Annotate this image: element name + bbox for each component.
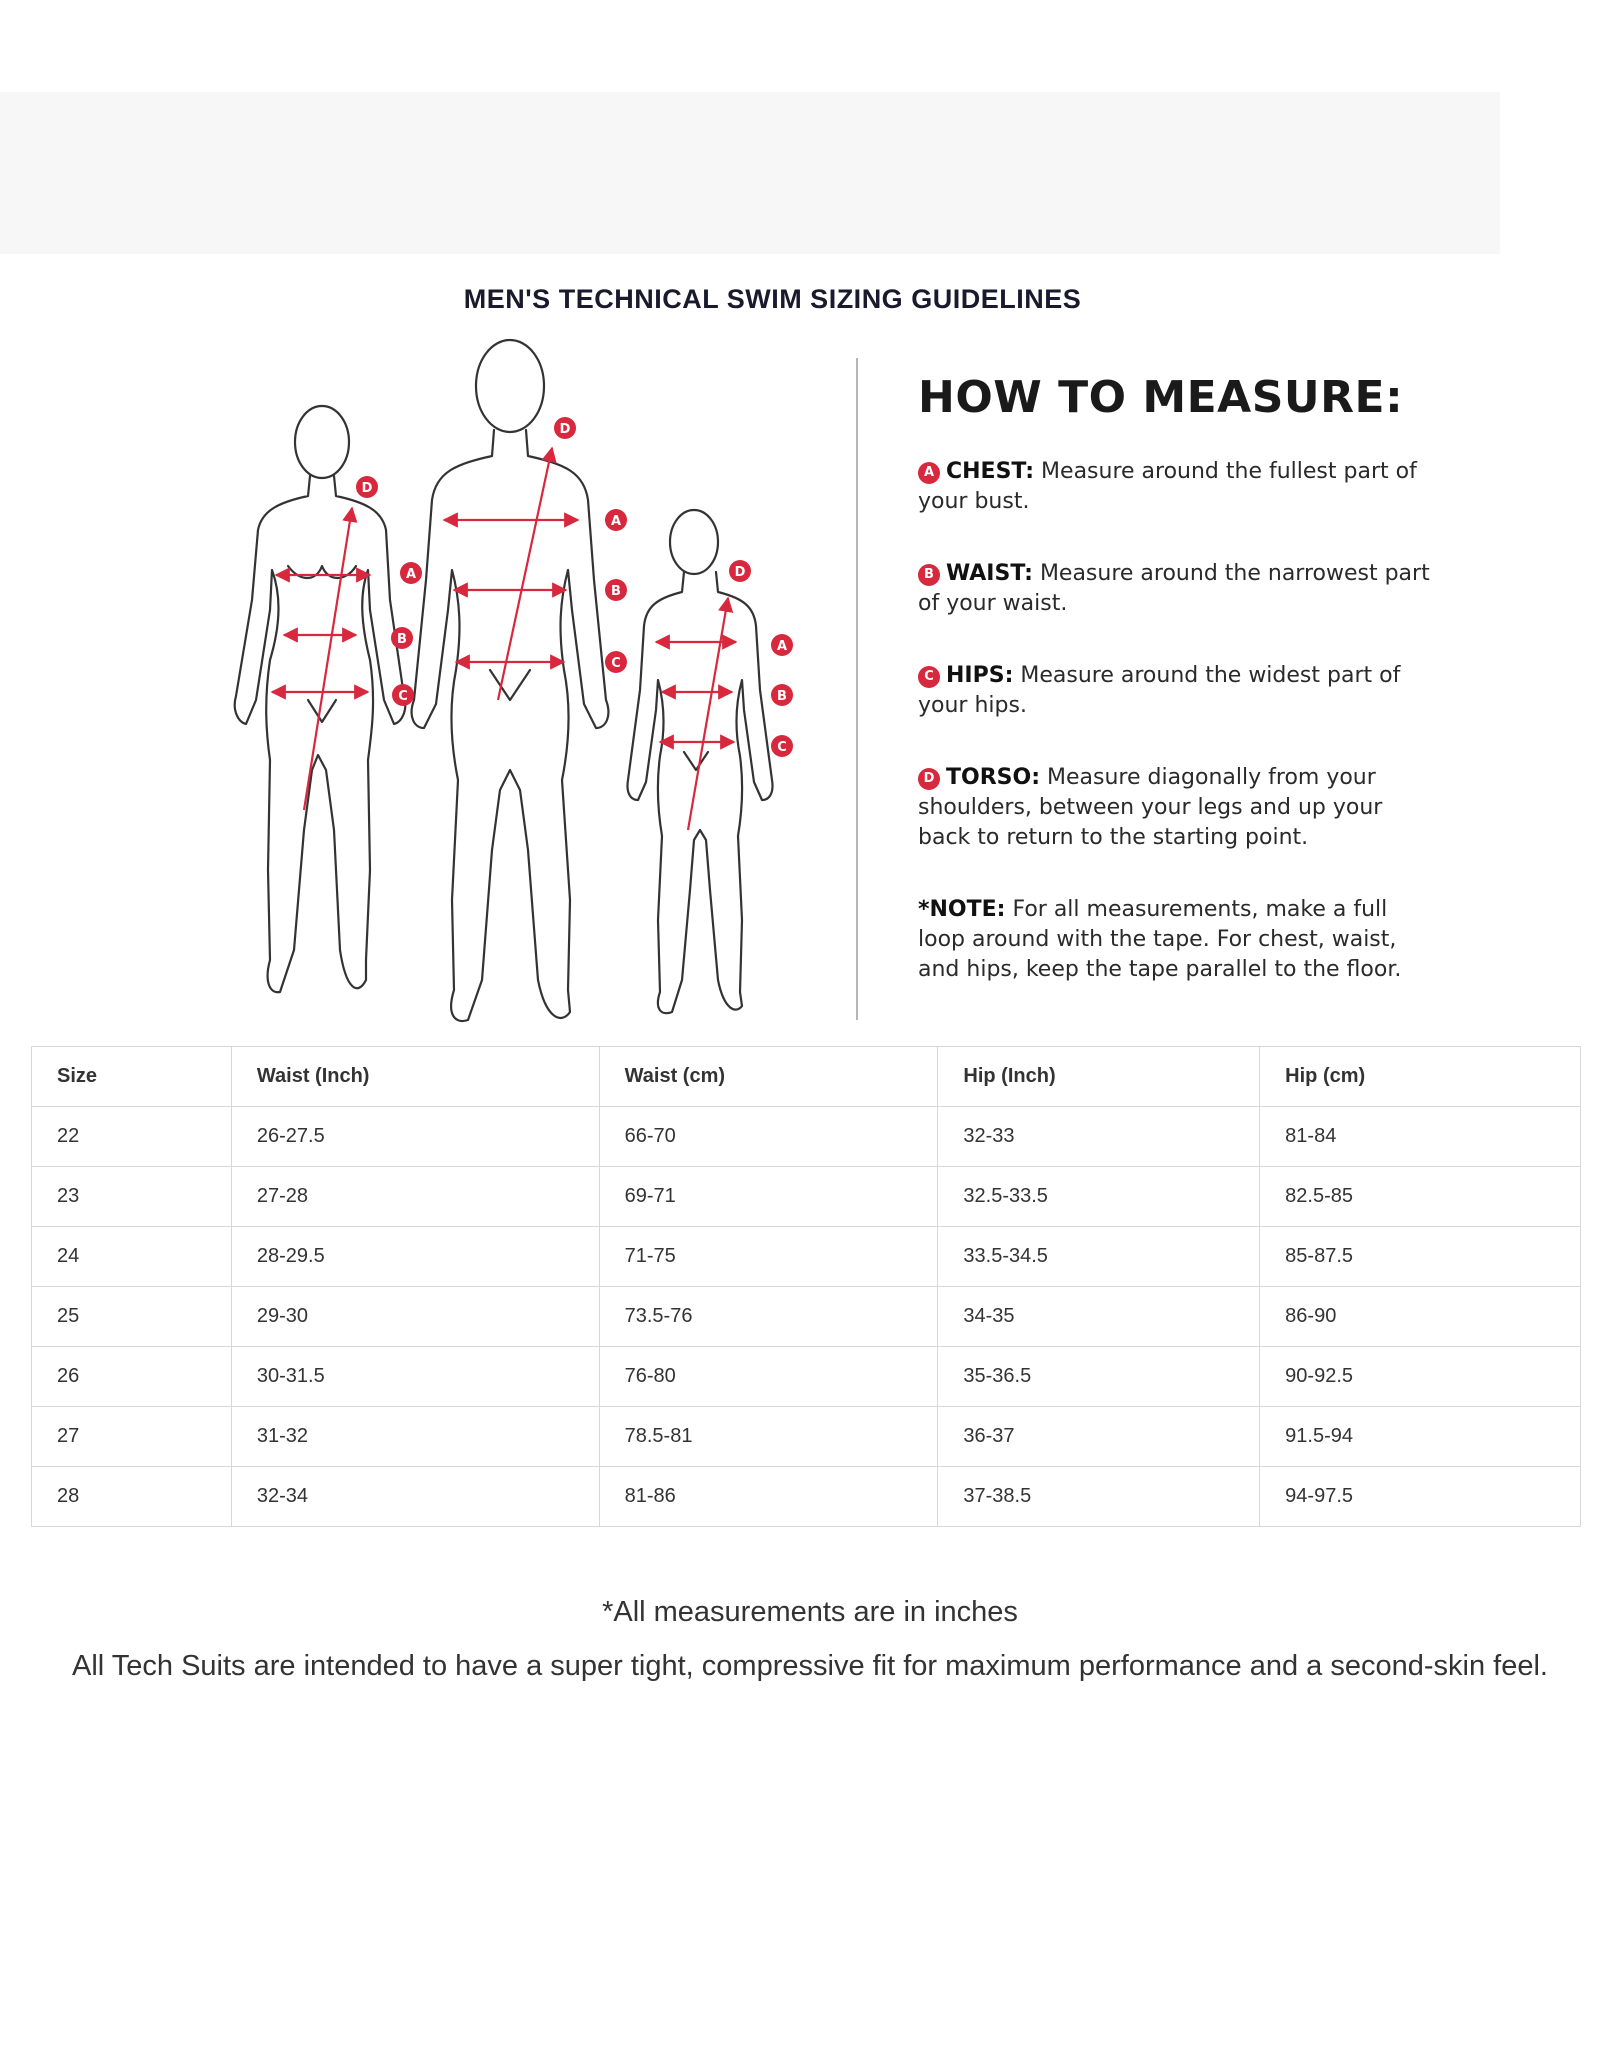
cell-hip-cm: 81-84 (1260, 1107, 1581, 1167)
cell-waist-inch: 26-27.5 (231, 1107, 599, 1167)
table-row (32, 1107, 1581, 1167)
marker-d-middle (554, 417, 576, 439)
cell-size: 28 (32, 1467, 232, 1527)
table-row (32, 1347, 1581, 1407)
table-row (32, 1227, 1581, 1287)
measure-item-waist (918, 559, 1438, 619)
cell-waist-cm: 78.5-81 (599, 1407, 938, 1467)
badge-b: B (918, 564, 940, 586)
svg-text:B: B (397, 632, 407, 647)
badge-a: A (918, 462, 940, 484)
cell-hip-inch: 36-37 (938, 1407, 1260, 1467)
table-row (32, 1167, 1581, 1227)
cell-waist-inch: 30-31.5 (231, 1347, 599, 1407)
table-header-row (32, 1047, 1581, 1107)
measure-label-waist: WAIST: (946, 561, 1033, 586)
badge-c: C (918, 666, 940, 688)
cell-hip-inch: 33.5-34.5 (938, 1227, 1260, 1287)
table-row (32, 1287, 1581, 1347)
cell-hip-cm: 85-87.5 (1260, 1227, 1581, 1287)
header-waist-cm: Waist (cm) (599, 1047, 938, 1107)
marker-d-left (356, 476, 378, 498)
table-row (32, 1407, 1581, 1467)
cell-hip-cm: 82.5-85 (1260, 1167, 1581, 1227)
svg-text:B: B (777, 689, 787, 704)
svg-text:D: D (361, 481, 373, 496)
cell-waist-inch: 28-29.5 (231, 1227, 599, 1287)
cell-waist-cm: 73.5-76 (599, 1287, 938, 1347)
figure-left (235, 406, 406, 992)
marker-d-right (729, 560, 751, 582)
note-label: *NOTE: (918, 897, 1006, 922)
cell-hip-cm: 90-92.5 (1260, 1347, 1581, 1407)
marker-a-middle (605, 509, 627, 531)
cell-hip-inch: 35-36.5 (938, 1347, 1260, 1407)
measure-text-waist: Measure around the narrowest part of your waist. (918, 561, 1430, 616)
table-row (32, 1467, 1581, 1527)
measure-item-hips (918, 661, 1438, 721)
measure-note (918, 895, 1438, 985)
measure-text-hips: Measure around the widest part of your hips. (918, 663, 1401, 718)
svg-text:C: C (398, 689, 408, 704)
cell-hip-inch: 32-33 (938, 1107, 1260, 1167)
measure-label-chest: CHEST: (946, 459, 1035, 484)
footnote-units: *All measurements are in inches (602, 1596, 1018, 1628)
vertical-divider (856, 358, 858, 1020)
cell-hip-inch: 37-38.5 (938, 1467, 1260, 1527)
cell-hip-inch: 32.5-33.5 (938, 1167, 1260, 1227)
footnote-fit: All Tech Suits are intended to have a super tight, compressive fit for maximum performance and a second-skin feel. (72, 1650, 1548, 1682)
cell-waist-cm: 76-80 (599, 1347, 938, 1407)
cell-hip-cm: 94-97.5 (1260, 1467, 1581, 1527)
cell-size: 24 (32, 1227, 232, 1287)
cell-waist-cm: 69-71 (599, 1167, 938, 1227)
cell-waist-cm: 81-86 (599, 1467, 938, 1527)
measure-text-torso: Measure diagonally from your shoulders, between your legs and up your back to return to the starting point. (918, 765, 1383, 850)
badge-d: D (918, 768, 940, 790)
measure-label-torso: TORSO: (946, 765, 1040, 790)
cell-hip-cm: 86-90 (1260, 1287, 1581, 1347)
figure-middle (412, 340, 609, 1021)
marker-c-right (771, 735, 793, 757)
marker-c-left (392, 684, 414, 706)
size-table (31, 1046, 1581, 1527)
how-to-measure-panel (918, 372, 1438, 985)
header-waist-inch: Waist (Inch) (231, 1047, 599, 1107)
marker-b-middle (605, 579, 627, 601)
cell-size: 23 (32, 1167, 232, 1227)
marker-c-middle (605, 651, 627, 673)
svg-text:A: A (610, 514, 622, 529)
marker-a-left (400, 562, 422, 584)
how-to-measure-heading: HOW TO MEASURE: (918, 372, 1404, 423)
cell-size: 22 (32, 1107, 232, 1167)
body-figures-illustration (200, 330, 850, 1030)
note-text: For all measurements, make a full loop around with the tape. For chest, waist, and hips, keep the tape parallel to the floor. (918, 897, 1402, 982)
page-title: MEN'S TECHNICAL SWIM SIZING GUIDELINES (463, 284, 1082, 314)
cell-waist-inch: 29-30 (231, 1287, 599, 1347)
cell-size: 25 (32, 1287, 232, 1347)
cell-waist-inch: 31-32 (231, 1407, 599, 1467)
header-size: Size (32, 1047, 232, 1107)
svg-text:A: A (405, 567, 417, 582)
cell-waist-cm: 66-70 (599, 1107, 938, 1167)
marker-b-left (391, 627, 413, 649)
header-hip-inch: Hip (Inch) (938, 1047, 1260, 1107)
header-hip-cm: Hip (cm) (1260, 1047, 1581, 1107)
cell-waist-inch: 27-28 (231, 1167, 599, 1227)
measure-item-torso (918, 763, 1438, 853)
cell-hip-cm: 91.5-94 (1260, 1407, 1581, 1467)
svg-text:C: C (611, 656, 621, 671)
svg-text:A: A (776, 639, 788, 654)
marker-a-right (771, 634, 793, 656)
svg-text:C: C (777, 740, 787, 755)
cell-waist-cm: 71-75 (599, 1227, 938, 1287)
svg-text:D: D (559, 422, 571, 437)
cell-size: 27 (32, 1407, 232, 1467)
top-band (0, 92, 1500, 254)
svg-text:D: D (734, 565, 746, 580)
measure-item-chest (918, 457, 1438, 517)
measure-text-chest: Measure around the fullest part of your bust. (918, 459, 1417, 514)
cell-hip-inch: 34-35 (938, 1287, 1260, 1347)
cell-waist-inch: 32-34 (231, 1467, 599, 1527)
svg-text:B: B (611, 584, 621, 599)
cell-size: 26 (32, 1347, 232, 1407)
measure-label-hips: HIPS: (946, 663, 1014, 688)
marker-b-right (771, 684, 793, 706)
